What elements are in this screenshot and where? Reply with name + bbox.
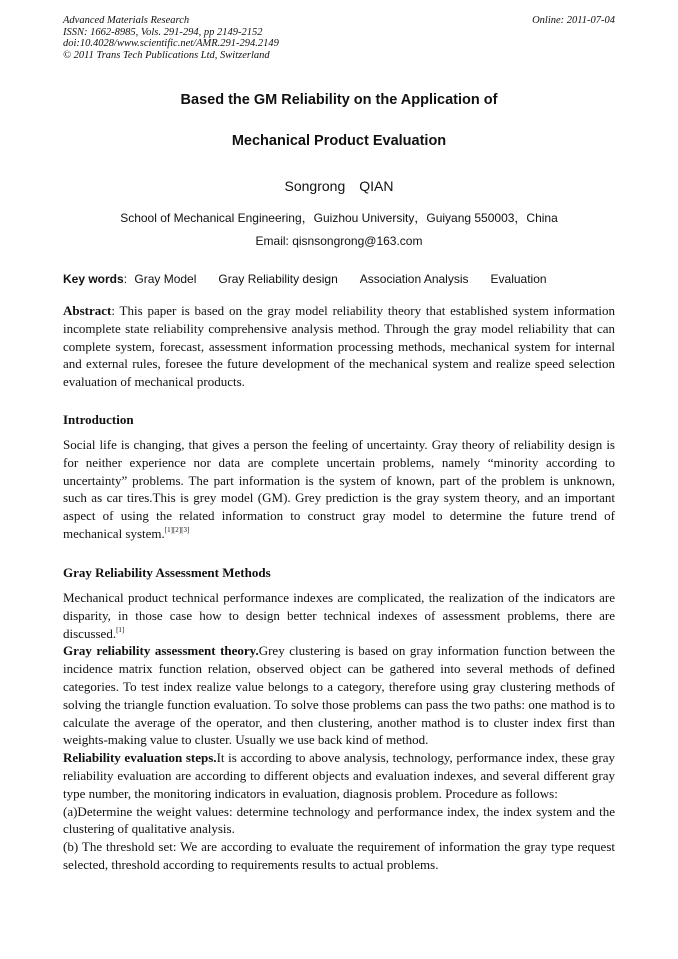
methods-section: [63, 589, 615, 874]
issn-line: ISSN: 1662-8985, Vols. 291-294, pp 2149-2152: [63, 26, 263, 38]
step-a: (a)Determine the weight values: determine technology and performance index, the index system and the clustering of qualitative analysis.: [63, 803, 615, 837]
evaluation-steps-text: It is according to above analysis, technology, performance index, these gray reliability evaluation are according to different objects and evaluation indexes, and several different gray type number, the monitoring indicators in evaluation, diagnosis problem. Procedure as follows:: [63, 750, 615, 801]
introduction-heading: Introduction: [63, 412, 134, 427]
assessment-theory-text: Grey clustering is based on gray information function between the incidence matrix function relation, observed object can be gathered into several methods of defined categories. To test index realize value belongs to a category, therefore using gray clustering methods of solving the triangle function evaluation. To solve those problems can pass the two paths: one mathod is to calculate the average of the operator, and then clustering, another mathod is to cluster index first than weights-making value to cluster. Usually we use back kind of method.: [63, 643, 615, 748]
abstract-section: [63, 302, 615, 391]
keywords-line: [63, 272, 547, 286]
introduction-text: Social life is changing, that gives a person the feeling of uncertainty. Gray theory of reliability design is for neither experience nor data are complete uncertain problems, namely “minority according to uncertainty” problems. The part information is the system of known, part of the problem is unknown, such as car tires.This is grey model (GM). Grey prediction is the gray system theory, and an important aspect of using the related information to construct gray model to determine the future trend of mechanical system.: [63, 437, 615, 541]
copyright-line: © 2011 Trans Tech Publications Ltd, Switzerland: [63, 49, 270, 61]
keywords-label: Key words: [63, 272, 124, 286]
keyword-item: Gray Reliability design: [218, 272, 338, 286]
assessment-theory-label: Gray reliability assessment theory.: [63, 643, 259, 659]
author-affiliation: School of Mechanical Engineering，Guizhou University，Guiyang 550003，China: [120, 211, 558, 225]
online-date: Online: 2011-07-04: [532, 15, 615, 26]
abstract-text: : This paper is based on the gray model reliability theory that established system information incomplete state reliability comprehensive analysis method. Through the gray model reliability that can complete system, forecast, assessment information processing methods, mechanical system for internal and external rules, foresee the future development of the mechanical system and realize speed selection evaluation of mechanical products.: [63, 303, 615, 390]
paper-title-line-2: Mechanical Product Evaluation: [231, 133, 447, 149]
citation-ref: [1][2][3]: [164, 525, 190, 534]
evaluation-steps-label: Reliability evaluation steps.: [63, 750, 217, 766]
author-email: Email: qisnsongrong@163.com: [255, 234, 423, 248]
paper-title-line-1: Based the GM Reliability on the Application of: [180, 92, 498, 108]
journal-header: [63, 15, 615, 61]
journal-name: Advanced Materials Research: [63, 15, 190, 26]
step-b: (b) The threshold set: We are according to evaluate the requirement of information the gray type request selected, threshold according to requirements results to actual problems.: [63, 839, 615, 872]
keyword-item: Evaluation: [490, 272, 547, 286]
keyword-item: Gray Model: [134, 272, 197, 286]
doi-line: doi:10.4028/www.scientific.net/AMR.291-294.2149: [63, 38, 279, 50]
author-name: Songrong QIAN: [284, 178, 394, 194]
citation-ref: [1]: [116, 625, 125, 634]
introduction-section: [63, 436, 615, 543]
abstract-label: Abstract: [63, 303, 112, 318]
keyword-item: Association Analysis: [359, 272, 469, 286]
keywords-separator: :: [123, 272, 131, 286]
methods-paragraph-1: Mechanical product technical performance indexes are complicated, the realization of the indicators are disparity, in those case how to design better technical indexes of assessment problems, there are discussed.: [63, 590, 615, 641]
methods-heading: Gray Reliability Assessment Methods: [63, 565, 271, 580]
